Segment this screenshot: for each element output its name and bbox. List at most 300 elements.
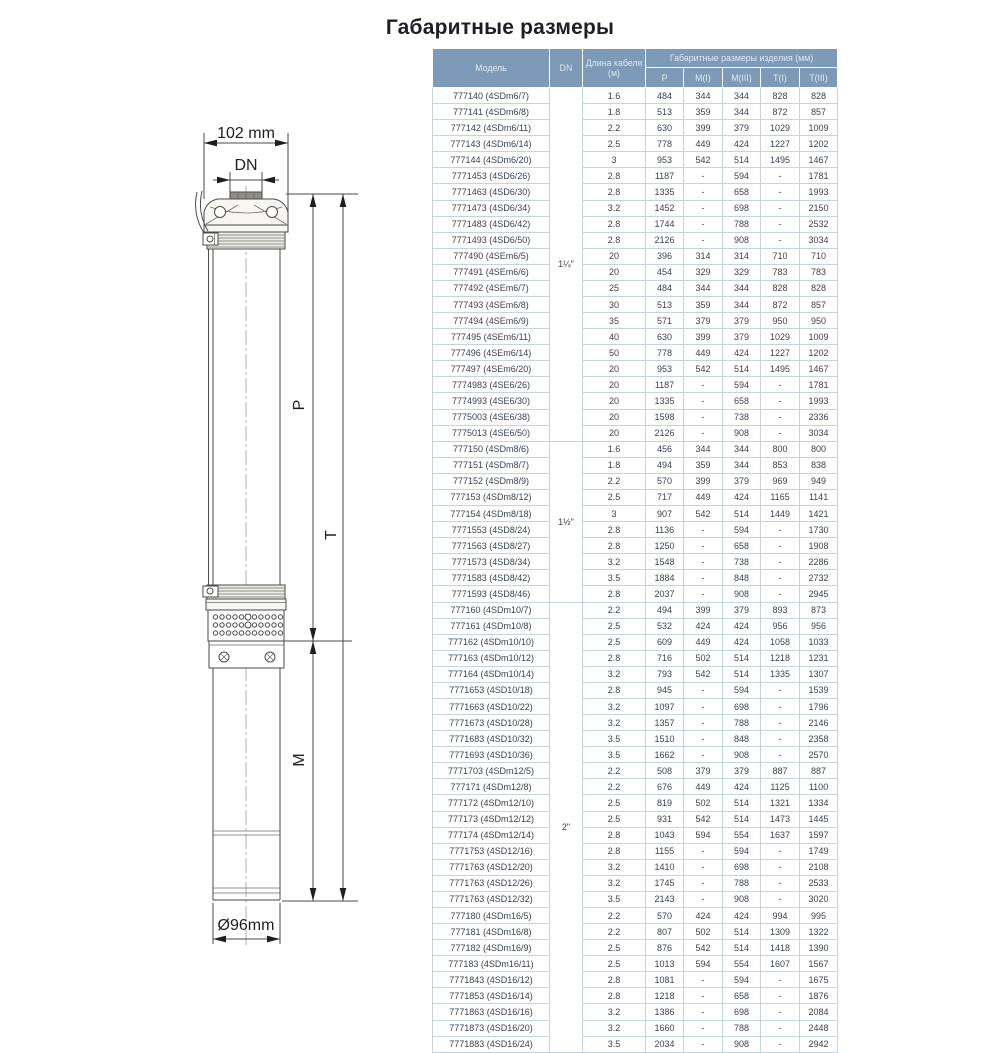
model-cell: 777182 (4SDm16/9)	[433, 940, 550, 956]
dimension-cell: 853	[761, 457, 800, 473]
cable-length-cell: 2.5	[583, 489, 646, 505]
dimension-cell: 788	[723, 875, 761, 891]
table-row	[433, 377, 838, 393]
dimension-cell: -	[684, 570, 723, 586]
cable-length-cell: 25	[583, 280, 646, 296]
dimension-cell: 1745	[646, 875, 684, 891]
table-row	[433, 361, 838, 377]
dimension-cell: 1009	[800, 120, 838, 136]
model-cell: 777161 (4SDm10/8)	[433, 618, 550, 634]
model-cell: 7774983 (4SE6/26)	[433, 377, 550, 393]
dimension-cell: 873	[800, 602, 838, 618]
dimension-cell: -	[684, 409, 723, 425]
dimension-cell: 542	[684, 506, 723, 522]
dimension-cell: -	[761, 891, 800, 907]
diameter-dimension-label: Ø96mm	[217, 917, 275, 934]
cable-length-cell: 3.5	[583, 1036, 646, 1052]
table-row	[433, 120, 838, 136]
cable-length-cell: 1.8	[583, 104, 646, 120]
dimension-cell: 1495	[761, 361, 800, 377]
dimension-cell: 950	[800, 313, 838, 329]
cable-length-cell: 3.5	[583, 731, 646, 747]
dimension-cell: 379	[723, 313, 761, 329]
table-row	[433, 972, 838, 988]
dimension-cell: 359	[684, 104, 723, 120]
dimension-cell: 995	[800, 907, 838, 923]
dimension-cell: 3034	[800, 425, 838, 441]
dimension-cell: 698	[723, 698, 761, 714]
cable-length-cell: 2.8	[583, 972, 646, 988]
dimension-cell: 424	[723, 907, 761, 923]
dimension-cell: 1141	[800, 489, 838, 505]
dimension-cell: 931	[646, 811, 684, 827]
table-row	[433, 1036, 838, 1052]
model-cell: 7771483 (4SD6/42)	[433, 216, 550, 232]
table-row	[433, 940, 838, 956]
dimension-cell: 1322	[800, 924, 838, 940]
dimension-cell: 630	[646, 329, 684, 345]
dimension-cell: 738	[723, 409, 761, 425]
table-row	[433, 682, 838, 698]
dimension-cell: 424	[684, 618, 723, 634]
dimension-cell: 1749	[800, 843, 838, 859]
table-row	[433, 811, 838, 827]
dimension-cell: 1155	[646, 843, 684, 859]
cable-length-cell: 3.5	[583, 747, 646, 763]
dimension-cell: 594	[723, 377, 761, 393]
model-cell: 7771883 (4SD16/24)	[433, 1036, 550, 1052]
dimension-cell: -	[761, 393, 800, 409]
model-cell: 7771553 (4SD8/24)	[433, 522, 550, 538]
dimension-cell: 1539	[800, 682, 838, 698]
dimension-cell: 449	[684, 779, 723, 795]
dimension-cell: 532	[646, 618, 684, 634]
dimension-cell: 788	[723, 1020, 761, 1036]
dimension-cell: 1660	[646, 1020, 684, 1036]
dimension-cell: 658	[723, 988, 761, 1004]
dimension-cell: -	[684, 972, 723, 988]
dimension-cell: 1876	[800, 988, 838, 1004]
dimension-cell: 594	[723, 843, 761, 859]
table-row	[433, 329, 838, 345]
table-row	[433, 988, 838, 1004]
dn-cell: 1½"	[550, 441, 583, 602]
dimension-cell: -	[761, 538, 800, 554]
cable-length-cell: 3.2	[583, 859, 646, 875]
table-row	[433, 795, 838, 811]
dimension-cell: 1410	[646, 859, 684, 875]
dimension-cell: 609	[646, 634, 684, 650]
table-row	[433, 779, 838, 795]
width-dimension-label: 102 mm	[217, 125, 275, 142]
dimension-cell: 1418	[761, 940, 800, 956]
dimension-cell: 1033	[800, 634, 838, 650]
model-cell: 7771593 (4SD8/46)	[433, 586, 550, 602]
table-row	[433, 554, 838, 570]
dimension-cell: 783	[800, 264, 838, 280]
table-row	[433, 489, 838, 505]
dimension-cell: -	[684, 1036, 723, 1052]
dimension-cell: 710	[761, 248, 800, 264]
dimension-cell: 542	[684, 811, 723, 827]
table-row	[433, 506, 838, 522]
dimension-cell: 1309	[761, 924, 800, 940]
dimension-cell: 2143	[646, 891, 684, 907]
dimension-cell: 778	[646, 345, 684, 361]
model-cell: 7771763 (4SD12/32)	[433, 891, 550, 907]
model-cell: 7771673 (4SD10/28)	[433, 715, 550, 731]
table-row	[433, 698, 838, 714]
table-row	[433, 924, 838, 940]
table-row	[433, 650, 838, 666]
dimension-cell: 994	[761, 907, 800, 923]
cable-length-cell: 20	[583, 409, 646, 425]
cable-length-cell: 20	[583, 248, 646, 264]
model-cell: 777143 (4SDm6/14)	[433, 136, 550, 152]
table-row	[433, 441, 838, 457]
dimension-cell: -	[761, 843, 800, 859]
dimension-cell: 2336	[800, 409, 838, 425]
dimension-cell: -	[684, 538, 723, 554]
dimension-cell: 554	[723, 956, 761, 972]
model-cell: 777180 (4SDm16/5)	[433, 907, 550, 923]
cable-length-cell: 20	[583, 264, 646, 280]
dimension-cell: 658	[723, 184, 761, 200]
cable-length-cell: 3.2	[583, 666, 646, 682]
cable-length-cell: 3.2	[583, 554, 646, 570]
dimension-cell: 1335	[761, 666, 800, 682]
dimension-cell: 594	[684, 827, 723, 843]
model-cell: 777151 (4SDm8/7)	[433, 457, 550, 473]
table-row	[433, 136, 838, 152]
header-dim-tiii: T(III)	[800, 68, 838, 88]
cable-length-cell: 40	[583, 329, 646, 345]
dimension-cell: 513	[646, 104, 684, 120]
dimension-cell: -	[684, 859, 723, 875]
dimension-cell: 344	[684, 441, 723, 457]
dimensions-table	[432, 48, 838, 1053]
header-dim-miii: M(III)	[723, 68, 761, 88]
vertical-dimensions	[282, 194, 358, 901]
model-cell: 777152 (4SDm8/9)	[433, 473, 550, 489]
dimension-cell: 2126	[646, 232, 684, 248]
dimension-cell: 513	[646, 297, 684, 313]
dimension-cell: 542	[684, 152, 723, 168]
model-cell: 7771753 (4SD12/16)	[433, 843, 550, 859]
dimension-cell: 788	[723, 216, 761, 232]
dimension-cell: 344	[723, 88, 761, 104]
dimension-cell: -	[761, 522, 800, 538]
dimension-cell: 1449	[761, 506, 800, 522]
dimension-cell: 956	[800, 618, 838, 634]
lifting-ear-hole	[267, 207, 278, 218]
cable-length-cell: 2.2	[583, 473, 646, 489]
dimension-cell: 1386	[646, 1004, 684, 1020]
upper-coupling	[203, 232, 285, 249]
dimension-cell: 1013	[646, 956, 684, 972]
dimension-cell: 1607	[761, 956, 800, 972]
cable-length-cell: 35	[583, 313, 646, 329]
model-cell: 777142 (4SDm6/11)	[433, 120, 550, 136]
dimension-cell: -	[684, 715, 723, 731]
cable-length-cell: 2.2	[583, 779, 646, 795]
dimension-cell: 542	[684, 666, 723, 682]
dimension-cell: 424	[723, 634, 761, 650]
dimension-cell: -	[684, 393, 723, 409]
model-cell: 7771843 (4SD16/12)	[433, 972, 550, 988]
dimension-cell: 514	[723, 924, 761, 940]
dimension-cell: 542	[684, 940, 723, 956]
dimension-cell: 554	[723, 827, 761, 843]
dimension-cell: 2533	[800, 875, 838, 891]
model-cell: 7771573 (4SD8/34)	[433, 554, 550, 570]
cable-length-cell: 1.8	[583, 457, 646, 473]
dimension-cell: -	[684, 1020, 723, 1036]
dimension-cell: -	[684, 731, 723, 747]
dimension-cell: 314	[684, 248, 723, 264]
dimension-cell: 848	[723, 570, 761, 586]
dimension-cell: 570	[646, 907, 684, 923]
model-cell: 777496 (4SEm6/14)	[433, 345, 550, 361]
dimension-cell: -	[761, 875, 800, 891]
model-cell: 777171 (4SDm12/8)	[433, 779, 550, 795]
cable-length-cell: 50	[583, 345, 646, 361]
dimension-cell: 788	[723, 715, 761, 731]
dimension-cell: 502	[684, 795, 723, 811]
dimension-cell: 2532	[800, 216, 838, 232]
cable-length-cell: 3.2	[583, 875, 646, 891]
dimension-cell: 379	[684, 763, 723, 779]
model-cell: 777181 (4SDm16/8)	[433, 924, 550, 940]
model-cell: 777172 (4SDm12/10)	[433, 795, 550, 811]
model-cell: 7771663 (4SD10/22)	[433, 698, 550, 714]
dimension-cell: 1548	[646, 554, 684, 570]
dimension-cell: 2034	[646, 1036, 684, 1052]
dimension-cell: 1908	[800, 538, 838, 554]
dimension-cell: 1598	[646, 409, 684, 425]
dimension-cell: 838	[800, 457, 838, 473]
cable-length-cell: 2.8	[583, 650, 646, 666]
dimension-cell: 514	[723, 361, 761, 377]
dimension-cell: 424	[723, 489, 761, 505]
table-body	[433, 88, 838, 1053]
table-row	[433, 393, 838, 409]
dimension-cell: 1730	[800, 522, 838, 538]
model-cell: 7771703 (4SDm12/5)	[433, 763, 550, 779]
dimension-cell: 949	[800, 473, 838, 489]
dimension-cell: 1029	[761, 329, 800, 345]
dimension-cell: 344	[723, 104, 761, 120]
cable-length-cell: 2.5	[583, 618, 646, 634]
cable-length-cell: 2.8	[583, 216, 646, 232]
dimension-cell: -	[761, 554, 800, 570]
cable-length-cell: 3.2	[583, 200, 646, 216]
dimension-cell: 379	[723, 763, 761, 779]
dimension-cell: -	[761, 168, 800, 184]
cable-length-cell: 2.5	[583, 795, 646, 811]
dimension-cell: 449	[684, 489, 723, 505]
cable-length-cell: 1.6	[583, 441, 646, 457]
page-title: Габаритные размеры	[385, 16, 615, 39]
dimension-cell: 908	[723, 232, 761, 248]
table-row	[433, 216, 838, 232]
dimension-cell: 2945	[800, 586, 838, 602]
dimension-cell: 484	[646, 88, 684, 104]
table-row	[433, 104, 838, 120]
table-row	[433, 891, 838, 907]
dimension-cell: 1100	[800, 779, 838, 795]
header-dn: DN	[550, 49, 583, 88]
dimension-cell: 449	[684, 136, 723, 152]
dimension-cell: -	[684, 200, 723, 216]
dimension-cell: 1567	[800, 956, 838, 972]
dimension-cell: 953	[646, 152, 684, 168]
dimension-cell: 1993	[800, 393, 838, 409]
dimension-cell: 399	[684, 473, 723, 489]
dimension-cell: 594	[684, 956, 723, 972]
dimension-cell: -	[761, 698, 800, 714]
cable-length-cell: 2.8	[583, 988, 646, 1004]
dimension-cell: 344	[723, 441, 761, 457]
cable-length-cell: 2.5	[583, 811, 646, 827]
table-row	[433, 747, 838, 763]
model-cell: 7771873 (4SD16/20)	[433, 1020, 550, 1036]
cable-length-cell: 2.5	[583, 634, 646, 650]
cable-length-cell: 2.2	[583, 120, 646, 136]
dimension-cell: 344	[684, 88, 723, 104]
dimension-cell: 514	[723, 940, 761, 956]
dimension-cell: -	[684, 747, 723, 763]
dimension-cell: 3034	[800, 232, 838, 248]
dimension-cell: 698	[723, 859, 761, 875]
dimension-cell: 1136	[646, 522, 684, 538]
dimension-cell: 1597	[800, 827, 838, 843]
table-row	[433, 827, 838, 843]
dimension-cell: 594	[723, 682, 761, 698]
model-cell: 7771863 (4SD16/16)	[433, 1004, 550, 1020]
dimension-cell: 1009	[800, 329, 838, 345]
model-cell: 7771763 (4SD12/26)	[433, 875, 550, 891]
suction-strainer	[208, 610, 284, 641]
dimension-cell: -	[684, 425, 723, 441]
table-row	[433, 618, 838, 634]
dimension-cell: 828	[800, 88, 838, 104]
dimension-cell: 1335	[646, 184, 684, 200]
dimension-cell: 514	[723, 650, 761, 666]
table-row	[433, 345, 838, 361]
model-cell: 777162 (4SDm10/10)	[433, 634, 550, 650]
cable-length-cell: 3	[583, 152, 646, 168]
cable-length-cell: 3.2	[583, 698, 646, 714]
dimension-cell: 1445	[800, 811, 838, 827]
table-row	[433, 763, 838, 779]
dimension-cell: 594	[723, 522, 761, 538]
dimension-cell: 379	[723, 329, 761, 345]
header-dim-mi: M(I)	[684, 68, 723, 88]
cable-length-cell: 2.8	[583, 586, 646, 602]
dimension-cell: 1058	[761, 634, 800, 650]
table-row	[433, 956, 838, 972]
dimension-cell: -	[761, 570, 800, 586]
table-row	[433, 248, 838, 264]
cable-length-cell: 20	[583, 393, 646, 409]
dimension-cell: 807	[646, 924, 684, 940]
model-cell: 777183 (4SDm16/11)	[433, 956, 550, 972]
dimension-cell: 344	[723, 297, 761, 313]
dimension-cell: 1473	[761, 811, 800, 827]
dimension-cell: 908	[723, 425, 761, 441]
dimension-cell: 872	[761, 297, 800, 313]
dimension-cell: 908	[723, 1036, 761, 1052]
dimension-cell: 514	[723, 506, 761, 522]
table-header	[433, 49, 838, 88]
cable-length-cell: 2.2	[583, 907, 646, 923]
model-cell: 777141 (4SDm6/8)	[433, 104, 550, 120]
dimension-cell: 876	[646, 940, 684, 956]
dimension-cell: 379	[723, 473, 761, 489]
model-cell: 7771853 (4SD16/14)	[433, 988, 550, 1004]
dimension-cell: 494	[646, 602, 684, 618]
dimension-cell: -	[761, 409, 800, 425]
dimension-cell: -	[761, 747, 800, 763]
table-row	[433, 200, 838, 216]
pump-dimension-drawing	[0, 0, 430, 1000]
dimension-cell: 1781	[800, 377, 838, 393]
dimension-cell: 1165	[761, 489, 800, 505]
cable-length-cell: 2.5	[583, 136, 646, 152]
table-row	[433, 875, 838, 891]
dimension-cell: 1202	[800, 136, 838, 152]
dimension-cell: 800	[761, 441, 800, 457]
cable-length-cell: 2.8	[583, 827, 646, 843]
dimension-cell: 969	[761, 473, 800, 489]
model-cell: 7774993 (4SE6/30)	[433, 393, 550, 409]
dimension-cell: 1884	[646, 570, 684, 586]
model-cell: 777492 (4SEm6/7)	[433, 280, 550, 296]
table-row	[433, 666, 838, 682]
dimension-cell: 1335	[646, 393, 684, 409]
dimension-cell: 1467	[800, 152, 838, 168]
dimension-cell: 542	[684, 361, 723, 377]
model-cell: 7771463 (4SD6/30)	[433, 184, 550, 200]
dimension-cell: 1043	[646, 827, 684, 843]
dimension-cell: -	[761, 425, 800, 441]
dimension-cell: 1467	[800, 361, 838, 377]
dimension-cell: 1250	[646, 538, 684, 554]
dimension-cell: 950	[761, 313, 800, 329]
dimension-cell: 953	[646, 361, 684, 377]
table-row	[433, 264, 838, 280]
dimension-cell: -	[761, 682, 800, 698]
cable-length-cell: 3.5	[583, 570, 646, 586]
model-cell: 777497 (4SEm6/20)	[433, 361, 550, 377]
dimension-cell: 514	[723, 795, 761, 811]
model-cell: 7771493 (4SD6/50)	[433, 232, 550, 248]
dimension-cell: -	[684, 682, 723, 698]
dimension-cell: 956	[761, 618, 800, 634]
dimension-diameter	[213, 903, 280, 944]
dimension-cell: 2358	[800, 731, 838, 747]
model-cell: 7771763 (4SD12/20)	[433, 859, 550, 875]
dimension-cell: 3020	[800, 891, 838, 907]
model-cell: 777164 (4SDm10/14)	[433, 666, 550, 682]
dimension-cell: -	[684, 843, 723, 859]
dn-cell: 2"	[550, 602, 583, 1052]
dimension-cell: 908	[723, 747, 761, 763]
table-row	[433, 184, 838, 200]
dimension-cell: 344	[684, 280, 723, 296]
dimension-cell: 2942	[800, 1036, 838, 1052]
